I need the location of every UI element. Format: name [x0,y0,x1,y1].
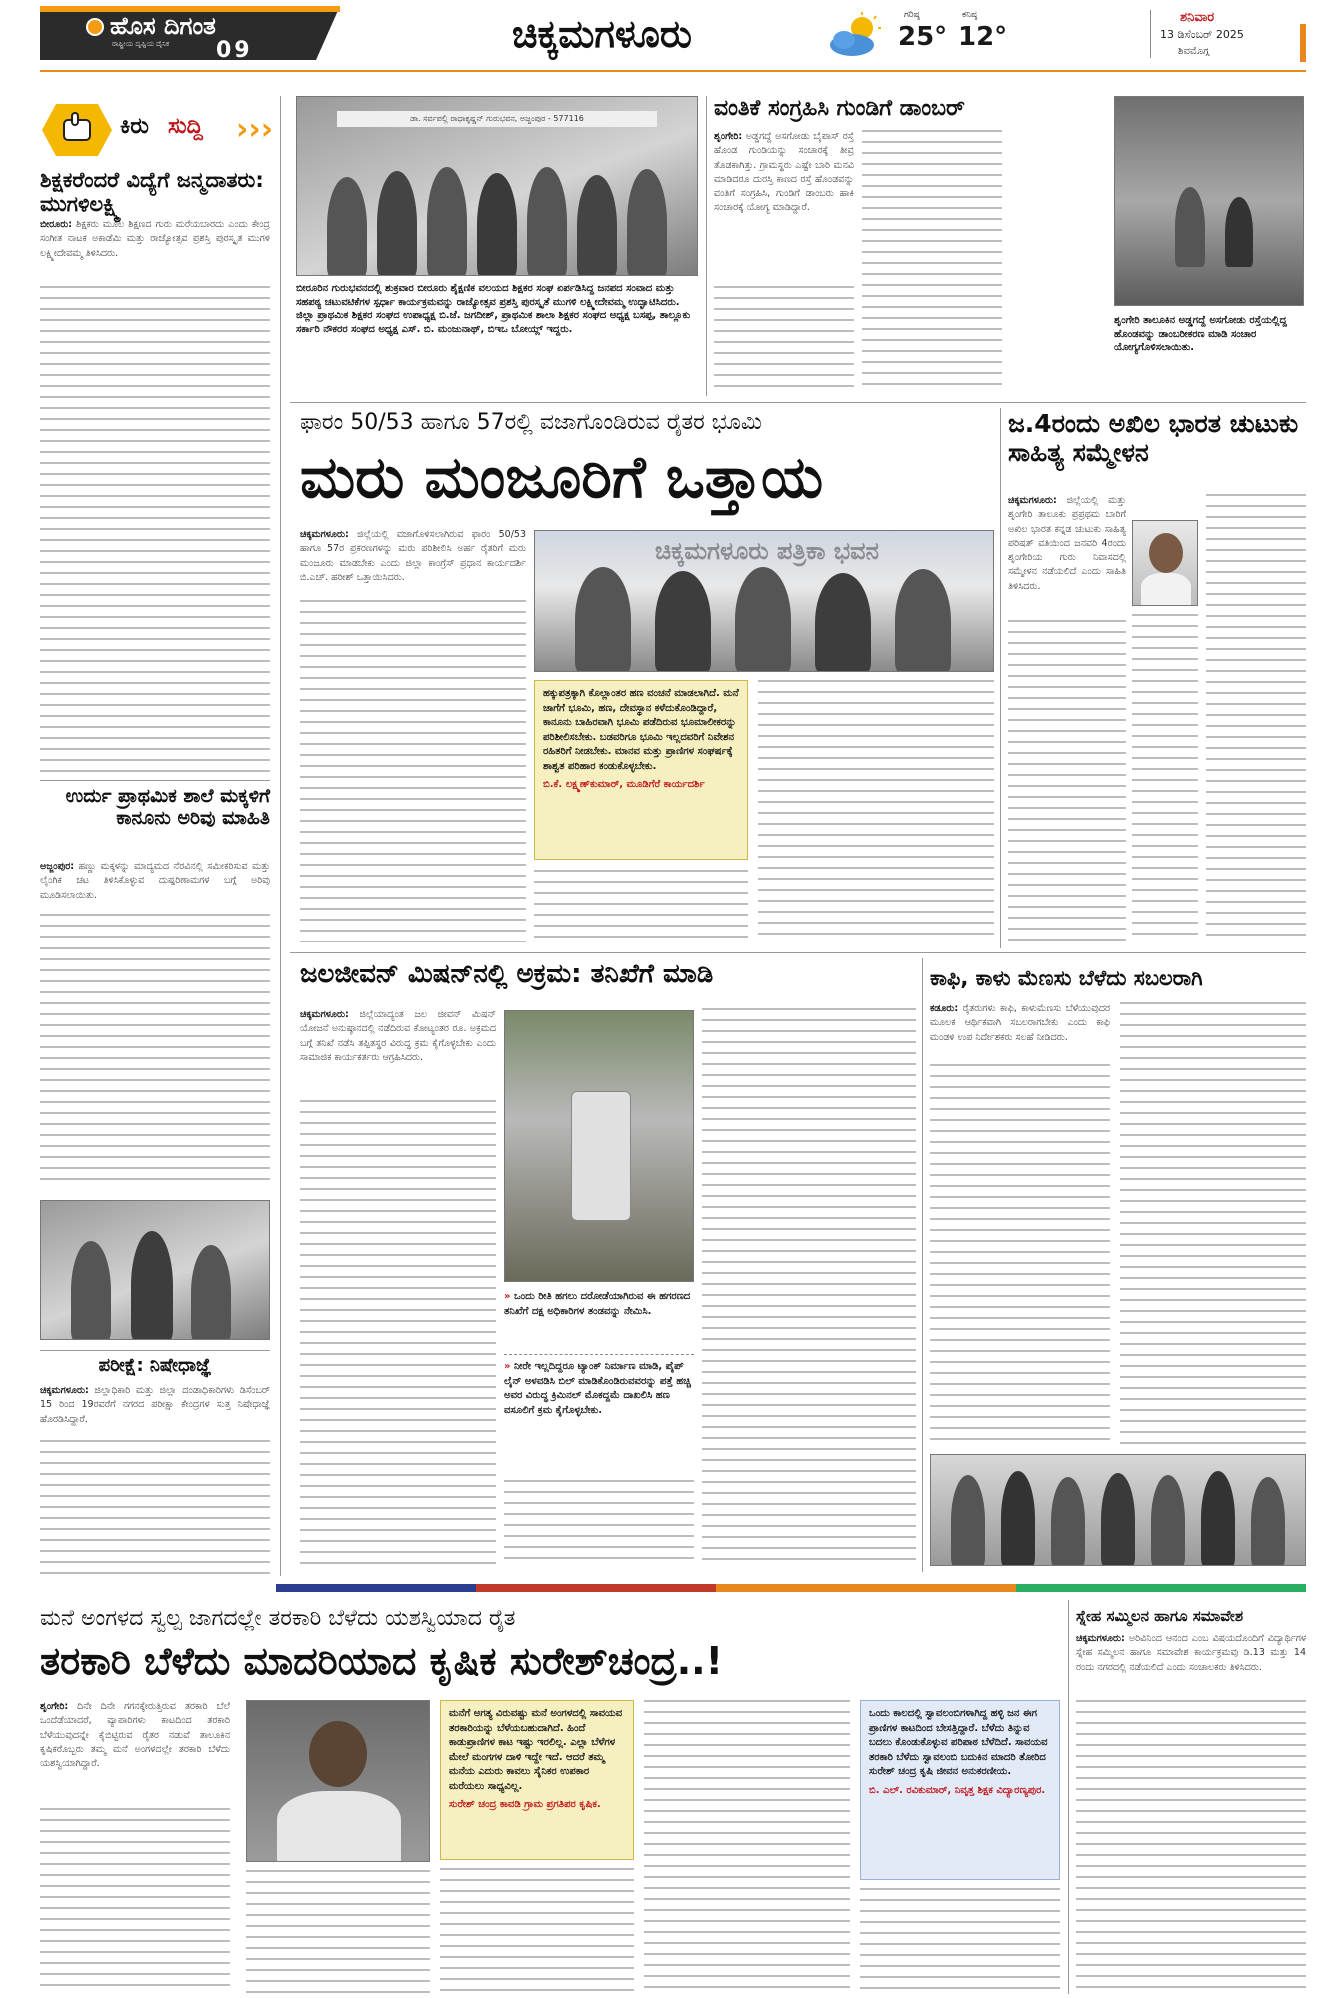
max-temp-label: ಗರಿಷ್ಠ [904,10,920,20]
jaljeevan-text-lines-col1 [300,1100,496,1568]
land-kicker: ಫಾರಂ 50/53 ಹಾಗೂ 57ರಲ್ಲಿ ವಜಾಗೊಂಡಿರುವ ರೈತರ ಭೂಮಿ [300,410,762,435]
chutuku-portrait-photo [1132,520,1198,606]
coffee-dateline: ಕಡೂರು: [930,1003,959,1014]
sneha-text-lines [1076,1700,1306,1994]
suresh-quote-box-1 [440,1700,634,1860]
suresh-quote1-author: ಸುರೇಶ್ ಚಂದ್ರ ಕಾವಡಿ ಗ್ರಾಮ ಪ್ರಗತಿಪರ ಕೃಷಿಕ. [449,1799,601,1810]
suresh-text-lines-col5b [860,1888,1060,1994]
jaljeevan-text-lines-col3 [702,1008,916,1568]
color-bar-segment-1 [276,1584,476,1592]
jaljeevan-body [300,1008,496,1065]
kirusuddi-story2-photo [40,1200,270,1340]
dambar-headline: ವಂತಿಕೆ ಸಂಗ್ರಹಿಸಿ ಗುಂಡಿಗೆ ಡಾಂಬರ್ [714,96,965,121]
kirusuddi-label-b: ಸುದ್ದಿ [168,114,203,139]
land-quote-box [534,680,748,860]
color-bar-segment-3 [716,1584,1016,1592]
suresh-headline: ತರಕಾರಿ ಬೆಳೆದು ಮಾದರಿಯಾದ ಕೃಷಿಕ ಸುರೇಶ್‌ಚಂದ್ರ..! [40,1639,723,1683]
color-bar-segment-4 [1016,1584,1306,1592]
kirusuddi-story2-title: ಉರ್ದು ಪ್ರಾಥಮಿಕ ಶಾಲೆ ಮಕ್ಕಳಿಗೆ ಕಾನೂನು ಅರಿವು ಮಾಹಿತಿ [65,785,270,829]
logo-text: ಹೊಸ ದಿಗಂತ [110,12,216,40]
chutuku-dateline: ಚಿಕ್ಕಮಗಳೂರು: [1008,495,1057,506]
kirusuddi-story3-lead: ಜಿಲ್ಲಾಧಿಕಾರಿ ಮತ್ತು ಜಿಲ್ಲಾ ದಂಡಾಧಿಕಾರಿಗಳು ಡಿಸೆಂಬರ್ 15 ರಿಂದ 19ರವರೆಗೆ ನಗರದ ಪರೀಕ್ಷಾ ಕೇಂದ್ರಗಳ ಸುತ್ತ ನಿಷೇಧಾಜ್ಞೆ ಹೊರಡಿಸಿದ್ದಾರೆ. [40,1385,271,1425]
chutuku-body [1008,494,1126,594]
kirusuddi-header [40,100,274,160]
land-dateline: ಚಿಕ್ಕಮಗಳೂರು: [300,529,349,540]
dambar-lead: ಅಡ್ಡಗದ್ದೆ ಅಸಗೋಡು ಬೈಪಾಸ್ ರಸ್ತೆ ಹೊಂಡ ಗುಂಡಿಯನ್ನು ಸಂಚಾರಕ್ಕೆ ತೀವ್ರ ತೊಡಕಾಗಿತ್ತು. ಗ್ರಾಮಸ್ಥರು ಎಷ್ಟೇ ಬಾರಿ ಮನವಿ ಮಾಡಿದರೂ ದುರಸ್ತಿ ಕಾಣದ ರಸ್ತೆ ಹೊಂಡವನ್ನು ವಂತಿಗೆ ಸಂಗ್ರಹಿಸಿ, ಗುಂಡಿಗೆ ಡಾಂಬರು ಹಾಕಿ ಸಂಚಾರಕ್ಕೆ ಯೋಗ್ಯ ಮಾಡಿದ್ದಾರೆ. [714,131,854,214]
kirusuddi-story2-lead: ಹಣ್ಣು ಮಕ್ಕಳನ್ನು ಮಾದ್ಯಮದ ನೆರವಿನಲ್ಲಿ ಸಮೀಕರಿಸುವ ಮತ್ತು ಲೈಂಗಿಕ ಚಟ ತಿಳಿಸಿಕೊಳ್ಳುವ ದುಷ್ಪರಿಣಾಮಗಳ ಬಗ್ಗೆ ಅರಿವು ಮೂಡಿಸಲಾಯಿತು. [40,861,270,901]
suresh-quote2-author: ಬಿ. ಎಲ್. ರವಿಕುಮಾರ್, ನಿವೃತ್ತ ಶಿಕ್ಷಕ ವಿದ್ಯಾರಣ್ಯಪುರ. [869,1784,1046,1796]
jaljeevan-bullet2-text: ನೀರೇ ಇಲ್ಲದಿದ್ದರೂ ಟ್ಯಾಂಕ್ ನಿರ್ಮಾಣ ಮಾಡಿ, ಪೈಪ್ ಲೈನ್ ಅಳವಡಿಸಿ ಬಿಲ್ ಮಾಡಿಕೊಂಡಿರುವವರನ್ನು ಪತ್ತೆ ಹಚ್ಚಿ ಅವರ ವಿರುದ್ಧ ಕ್ರಿಮಿನಲ್ ಮೊಕದ್ದಮೆ ದಾಖಲಿಸಿ ಹಣ ವಸೂಲಿಗೆ ಕ್ರಮ ಕೈಗೊಳ್ಳಬೇಕು. [504,1361,691,1416]
suresh-text-lines-col3b [440,1868,634,1994]
lower-center-rule [922,958,923,1572]
chevron-icon: ››› [236,112,274,147]
logo-tagline: ರಾಷ್ಟ್ರೀಯ ದೃಷ್ಟಿಯ ದೈನಿಕ [112,40,170,48]
page-number: 09 [216,38,253,63]
suresh-dateline: ಶೃಂಗೇರಿ: [40,1701,69,1712]
land-quote-author: ಬಿ.ಕೆ. ಲಕ್ಷ್ಮಣ್‌ಕುಮಾರ್, ಮೂಡಿಗೆರೆ ಕಾರ್ಯದರ್ಶಿ [543,779,705,790]
kirusuddi-story3-dateline: ಚಿಕ್ಕಮಗಳೂರು: [40,1385,89,1396]
left-column-rule [280,96,281,1576]
issue-day: ಶನಿವಾರ [1180,10,1215,25]
issue-date: 13 ಡಿಸೆಂಬರ್ 2025 [1160,28,1244,41]
kirusuddi-divider-1 [40,780,270,781]
top-center-rule [706,96,707,396]
jaljeevan-lead: ಜಿಲ್ಲೆಯಾದ್ಯಂತ ಜಲ ಜೀವನ್ ಮಿಷನ್ ಯೋಜನೆ ಅನುಷ್ಠಾನದಲ್ಲಿ ನಡೆದಿರುವ ಕೋಟ್ಯಂತರ ರೂ. ಅಕ್ರಮದ ಬಗ್ಗೆ ತನಿಖೆ ನಡೆಸಿ ತಪ್ಪಿತಸ್ಥರ ವಿರುದ್ಧ ಕ್ರಮ ಕೈಗೊಳ್ಳಬೇಕು ಎಂದು ಸಾಮಾಜಿಕ ಕಾರ್ಯಕರ್ತರು ಆಗ್ರಹಿಸಿದರು. [300,1009,496,1063]
dambar-body [714,130,854,216]
land-lead: ಜಿಲ್ಲೆಯಲ್ಲಿ ವಜಾಗೊಳಿಸಲಾಗಿರುವ ಫಾರಂ 50/53 ಹಾಗೂ 57ರ ಪ್ರಕರಣಗಳನ್ನು ಮರು ಪರಿಶೀಲಿಸಿ ಅರ್ಹ ರೈತರಿಗೆ ಮರು ಮಂಜೂರು ಮಾಡಬೇಕು ಎಂದು ಜಿಲ್ಲಾ ಕಾಂಗ್ರೆಸ್ ಪ್ರಧಾನ ಕಾರ್ಯದರ್ಶಿ ಬಿ.ಎಚ್. ಹರೀಶ್ ಒತ್ತಾಯಿಸಿದರು. [300,529,526,583]
masthead-divider [1150,10,1151,58]
teachers-event-photo [296,96,698,276]
masthead-rule [40,70,1306,72]
sneha-body [1076,1632,1306,1675]
chutuku-text-lines-col2 [1206,494,1306,942]
kirusuddi-story1-body [40,218,270,261]
section-color-bar [276,1584,1306,1592]
mid-center-rule [1000,408,1001,948]
coffee-body [930,1002,1110,1045]
land-press-photo [534,530,994,672]
kirusuddi-story2-body [40,860,270,903]
min-temp: 12° [958,22,1008,52]
coffee-text-lines-col1 [930,1064,1110,1448]
min-temp-label: ಕನಿಷ್ಠ [962,10,978,20]
land-quote-text: ಹಕ್ಕುಪತ್ರಕ್ಕಾಗಿ ಕೊಲ್ಲಾಂತರ ಹಣ ವಂಚನೆ ಮಾಡಲಾಗಿದೆ. ಮನೆ ಜಾಗೆಗೆ ಭೂಮಿ, ಹಣ, ದೇವಸ್ಥಾನ ಕಳೆದುಕೊಂಡಿದ್ದಾರೆ, ಕಾನೂನು ಬಾಹಿರವಾಗಿ ಭೂಮಿ ಪಡೆದಿರುವ ಭೂಮಾಲೀಕರನ್ನು ಪರಿಶೀಲಿಸಬೇಕು. ಬಡವರಿಗೂ ಭೂಮಿ ಇಲ್ಲದವರಿಗೆ ನಿವೇಶನ ರಹಿತರಿಗೆ ನೀಡಬೇಕು. ಮಾನವ ಮತ್ತು ಪ್ರಾಣಿಗಳ ಸಂಘರ್ಷಕ್ಕೆ ಶಾಶ್ವತ ಪರಿಹಾರ ಕಂಡುಕೊಳ್ಳಬೇಕು. [543,688,739,772]
bullet-arrow-icon: » [504,1291,514,1302]
suresh-body [40,1700,230,1771]
land-headline: ಮರು ಮಂಜೂರಿಗೆ ಒತ್ತಾಯ [300,443,824,511]
top-section-rule [290,402,1306,403]
masthead-orange-mark [1300,24,1306,62]
hand-icon [42,104,112,156]
color-bar-segment-2 [476,1584,716,1592]
dambar-text-lines-col1 [714,286,854,388]
coffee-group-photo [930,1454,1306,1566]
jaljeevan-bullet2 [504,1360,694,1418]
dambar-road-photo [1114,96,1304,306]
sneha-lead: ಅರಿವಿನಿಂದ ಆನಂದ ಎಂಬ ವಿಷಯದೊಂದಿಗೆ ವಿದ್ಯಾರ್ಥಿಗಳ ಸ್ನೇಹ ಸಮ್ಮಿಲನ ಹಾಗೂ ಸಮಾವೇಶ ಕಾರ್ಯಕ್ರಮವು ಡಿ.13 ಮತ್ತು 14 ರಂದು ನಗರದಲ್ಲಿ ನಡೆಯಲಿದೆ ಎಂದು ಸಂಚಾಲಕರು ತಿಳಿಸಿದರು. [1076,1633,1306,1673]
bullet-arrow-icon-2: » [504,1361,514,1372]
kirusuddi-story1-dateline: ಬೀರೂರು: [40,219,73,230]
sneha-dateline: ಚಿಕ್ಕಮಗಳೂರು: [1076,1633,1125,1644]
chutuku-lead: ಜಿಲ್ಲೆಯಲ್ಲಿ ಮತ್ತು ಶೃಂಗೇರಿ ತಾಲೂಕು ಪ್ರಪ್ರಥಮ ಬಾರಿಗೆ ಅಖಿಲ ಭಾರತ ಕನ್ನಡ ಚುಟುಕು ಸಾಹಿತ್ಯ ಪರಿಷತ್ ವತಿಯಿಂದ ಜನವರಿ 4ರಂದು ಶೃಂಗೇರಿಯ ಗುರು ನಿವಾಸದಲ್ಲಿ ಸಮ್ಮೇಳನ ನಡೆಯಲಿದೆ ಎಂದು ಸಾಹಿತಿ ತಿಳಿಸಿದರು. [1008,495,1126,592]
kirusuddi-story2-dateline: ಅಜ್ಜಂಪುರ: [40,861,75,872]
press-banner: ಚಿಕ್ಕಮಗಳೂರು ಪತ್ರಿಕಾ ಭವನ [655,537,879,565]
suresh-text-lines-col4 [644,1700,850,1994]
kirusuddi-story1-text-lines [40,286,270,772]
suresh-text-lines-col2 [246,1870,430,1994]
jaljeevan-tank-photo [504,1010,694,1282]
kirusuddi-story3-title: ಪರೀಕ್ಷೆ: ನಿಷೇಧಾಜ್ಞೆ [98,1355,212,1376]
coffee-headline: ಕಾಫಿ, ಕಾಳು ಮೆಣಸು ಬೆಳೆದು ಸಬಲರಾಗಿ [930,966,1203,990]
suresh-lead: ದಿನೇ ದಿನೇ ಗಗನಕ್ಕೇರುತ್ತಿರುವ ತರಕಾರಿ ಬೆಲೆ ಒಂದೆಡೆಯಾದರೆ, ವ್ಯಾಪಾರಿಗಳು ಕಾಟದಿಂದ ತರಕಾರಿ ಬೆಳೆಯುವುದನ್ನೇ ಕೈಬಿಟ್ಟಿರುವ ರೈತರ ನಡುವೆ ತಾಲೂಕಿನ ಕೃಷಿಕರೊಬ್ಬರು ತಮ್ಮ ಮನೆ ಅಂಗಳದಲ್ಲೇ ತರಕಾರಿ ಬೆಳೆದು ಯಶಸ್ವಿಯಾಗಿದ್ದಾರೆ. [40,1701,230,1769]
jaljeevan-dateline: ಚಿಕ್ಕಮಗಳೂರು: [300,1009,349,1020]
kirusuddi-story3-text-lines [40,1440,270,1575]
chutuku-text-lines-col1 [1008,620,1126,942]
dambar-photo-caption: ಶೃಂಗೇರಿ ತಾಲೂಕಿನ ಅಡ್ಡಗದ್ದೆ ಅಸಗೋಡು ರಸ್ತೆಯಲ್ಲಿದ್ದ ಹೊಂಡವನ್ನು ಡಾಂಬರೀಕರಣ ಮಾಡಿ ಸಂಚಾರ ಯೋಗ್ಯಗೊಳಿಸಲಾಯಿತು. [1114,315,1287,353]
suresh-kicker: ಮನೆ ಅಂಗಳದ ಸ್ವಲ್ಪ ಜಾಗದಲ್ಲೇ ತರಕಾರಿ ಬೆಳೆದು ಯಶಸ್ವಿಯಾದ ರೈತ [40,1606,516,1631]
kirusuddi-story1-lead: ಶಿಕ್ಷಕರು ಮೂಲ ಶಿಕ್ಷಣದ ಗುರು ಮರೆಯಬಾರದು ಎಂದು ಕೇಂದ್ರ ಸಂಗೀತ ನಾಟಕ ಅಕಾಡೆಮಿ ಮತ್ತು ರಾಜ್ಯೋತ್ಸವ ಪ್ರಶಸ್ತಿ ಪುರಸ್ಕೃತ ಮುಗಳಿ ಲಕ್ಷ್ಮೀದೇವಮ್ಮ ತಿಳಿಸಿದರು. [40,219,270,259]
weather-icon [826,12,886,58]
land-text-lines-col2b [534,870,748,942]
chutuku-headline: ಜ.4ರಂದು ಅಖಿಲ ಭಾರತ ಚುಟುಕು ಸಾಹಿತ್ಯ ಸಮ್ಮೇಳನ [1008,409,1299,467]
dambar-dateline: ಶೃಂಗೇರಿ: [714,131,743,142]
dambar-text-lines-col2 [862,130,1002,388]
lamp-logo-icon [86,18,104,36]
jaljeevan-bullet-divider [504,1354,694,1355]
kirusuddi-divider-2 [40,1350,270,1351]
jaljeevan-text-lines-col2b [504,1480,694,1568]
suresh-text-lines-col1 [40,1808,230,1994]
coffee-text-lines-col2 [1120,1002,1306,1448]
mid-section-rule [290,952,1306,953]
edition-name: ಚಿಕ್ಕಮಗಳೂರು [512,12,693,56]
kirusuddi-story2-text-lines [40,914,270,1184]
suresh-quote1-text: ಮನೆಗೆ ಅಗತ್ಯ ವಿರುವಷ್ಟು ಮನೆ ಅಂಗಳದಲ್ಲಿ ಸಾವಯವ ತರಕಾರಿಯನ್ನು ಬೆಳೆಯಬಹುದಾಗಿದೆ. ಹಿಂದೆ ಕಾಡುಪ್ರಾಣಿಗಳ ಕಾಟ ಇಷ್ಟು ಇರಲಿಲ್ಲ. ಎಲ್ಲಾ ಬೆಳೆಗಳ ಮೇಲೆ ಮಂಗಗಳ ದಾಳಿ ಇದ್ದೇ ಇದೆ. ಆದರೆ ತಮ್ಮ ಮನೆಯ ಎದುರು ಕಾವಲು ಸೈನಿಕರ ಉಪಕಾರ ಮರೆಯಲು ಸಾಧ್ಯವಿಲ್ಲ. [449,1708,623,1792]
jaljeevan-headline: ಜಲಜೀವನ್ ಮಿಷನ್‌ನಲ್ಲಿ ಅಕ್ರಮ: ತನಿಖೆಗೆ ಮಾಡಿ [300,959,714,989]
max-temp: 25° [898,22,948,52]
jaljeevan-bullet1-text: ಒಂದು ರೀತಿ ಹಗಲು ದರೋಡೆಯಾಗಿರುವ ಈ ಹಗರಣದ ತನಿಖೆಗೆ ದಕ್ಷ ಅಧಿಕಾರಿಗಳ ತಂಡವನ್ನು ನೇಮಿಸಿ. [504,1291,691,1317]
suresh-quote2-text: ಒಂದು ಕಾಲದಲ್ಲಿ ಸ್ವಾವಲಂಬಿಗಳಾಗಿದ್ದ ಹಳ್ಳಿ ಜನ ಈಗ ಪ್ರಾಣಿಗಳ ಕಾಟದಿಂದ ಬೇಸತ್ತಿದ್ದಾರೆ. ಬೆಳೆದು ತಿನ್ನುವ ಬದಲು ಕೊಂಡುಕೊಳ್ಳುವ ಪರಿಪಾಠ ಬೆಳೆದಿದೆ. ಸಾವಯವ ತರಕಾರಿ ಬೆಳೆದು ಸ್ವಾವಲಂಬಿ ಬದುಕಿನ ಮಾದರಿ ತೋರಿದ ಸುರೇಶ್ ಚಂದ್ರ ಕೃಷಿ ಜೀವನ ಅನುಕರಣೀಯ. [869,1708,1048,1777]
land-text-lines-col1 [300,600,526,942]
land-body [300,528,526,585]
suresh-quote-box-2 [860,1700,1060,1880]
kirusuddi-story1-title: ಶಿಕ್ಷಕರೆಂದರೆ ವಿದ್ಯೆಗೆ ಜನ್ಮದಾತರು: ಮುಗಳಿಲಕ್ಷ್ಮಿ [40,168,264,217]
sneha-headline: ಸ್ನೇಹ ಸಮ್ಮಿಲನ ಹಾಗೂ ಸಮಾವೇಶ [1076,1607,1244,1625]
kirusuddi-label-a: ಕಿರು [120,114,149,139]
teachers-event-caption: ಬೀರೂರಿನ ಗುರುಭವನದಲ್ಲಿ ಶುಕ್ರವಾರ ಬೀರೂರು ಶೈಕ್ಷಣಿಕ ವಲಯದ ಶಿಕ್ಷಕರ ಸಂಘ ಏರ್ಪಡಿಸಿದ್ದ ಜನಪದ ಸಂವಾದ ಮತ್ತು ಸಹಪಠ್ಯ ಚಟುವಟಿಕೆಗಳ ಸ್ಪರ್ಧಾ ಕಾರ್ಯಕ್ರಮವನ್ನು ರಾಜ್ಯೋತ್ಸವ ಪ್ರಶಸ್ತಿ ಪುರಸ್ಕೃತೆ ಮುಗಳಿ ಲಕ್ಷ್ಮೀದೇವಮ್ಮ ಉದ್ಘಾಟಿಸಿದರು. ಜಿಲ್ಲಾ ಪ್ರಾಥಮಿಕ ಶಿಕ್ಷಕರ ಸಂಘದ ಉಪಾಧ್ಯಕ್ಷ ಬಿ.ಜೆ. ಜಗದೀಶ್, ಪ್ರಾಥಮಿಕ ಶಾಲಾ ಶಿಕ್ಷಕರ ಸಂಘದ ಅಧ್ಯಕ್ಷ ಬಸಪ್ಪ, ತಾಲ್ಲೂಕು ಸರ್ಕಾರಿ ನೌಕರರ ಸಂಘದ ಅಧ್ಯಕ್ಷ ಎಸ್. ಬಿ. ಮಂಜುನಾಥ್, ಬಿಇಒ ಬೋಯ್ಲ್ ಇದ್ದರು. [296,283,691,335]
photo-banner: ಡಾ. ಸರ್ವಪಲ್ಲಿ ರಾಧಾಕೃಷ್ಣನ್ ಗುರುಭವನ, ಅಜ್ಜಂಪುರ - 577116 [337,111,657,127]
jaljeevan-bullet1 [504,1290,694,1319]
issue-city: ಶಿವಮೊಗ್ಗ [1178,46,1210,57]
suresh-farmer-photo [246,1700,430,1862]
kirusuddi-story3-body [40,1384,270,1427]
coffee-lead: ರೈತರುಗಳು ಕಾಫಿ, ಕಾಳುಮೆಣಸು ಬೆಳೆಯುವುದರ ಮೂಲಕ ಆರ್ಥಿಕವಾಗಿ ಸಬಲರಾಗಬೇಕು ಎಂದು ಕಾಫಿ ಮಂಡಳಿ ಉಪ ನಿರ್ದೇಶಕರು ಸಲಹೆ ನೀಡಿದರು. [930,1003,1110,1043]
bottom-right-rule [1068,1600,1069,1994]
land-text-lines-col3 [758,680,994,942]
chutuku-text-lines-col1b [1132,614,1198,942]
masthead [0,0,1338,70]
